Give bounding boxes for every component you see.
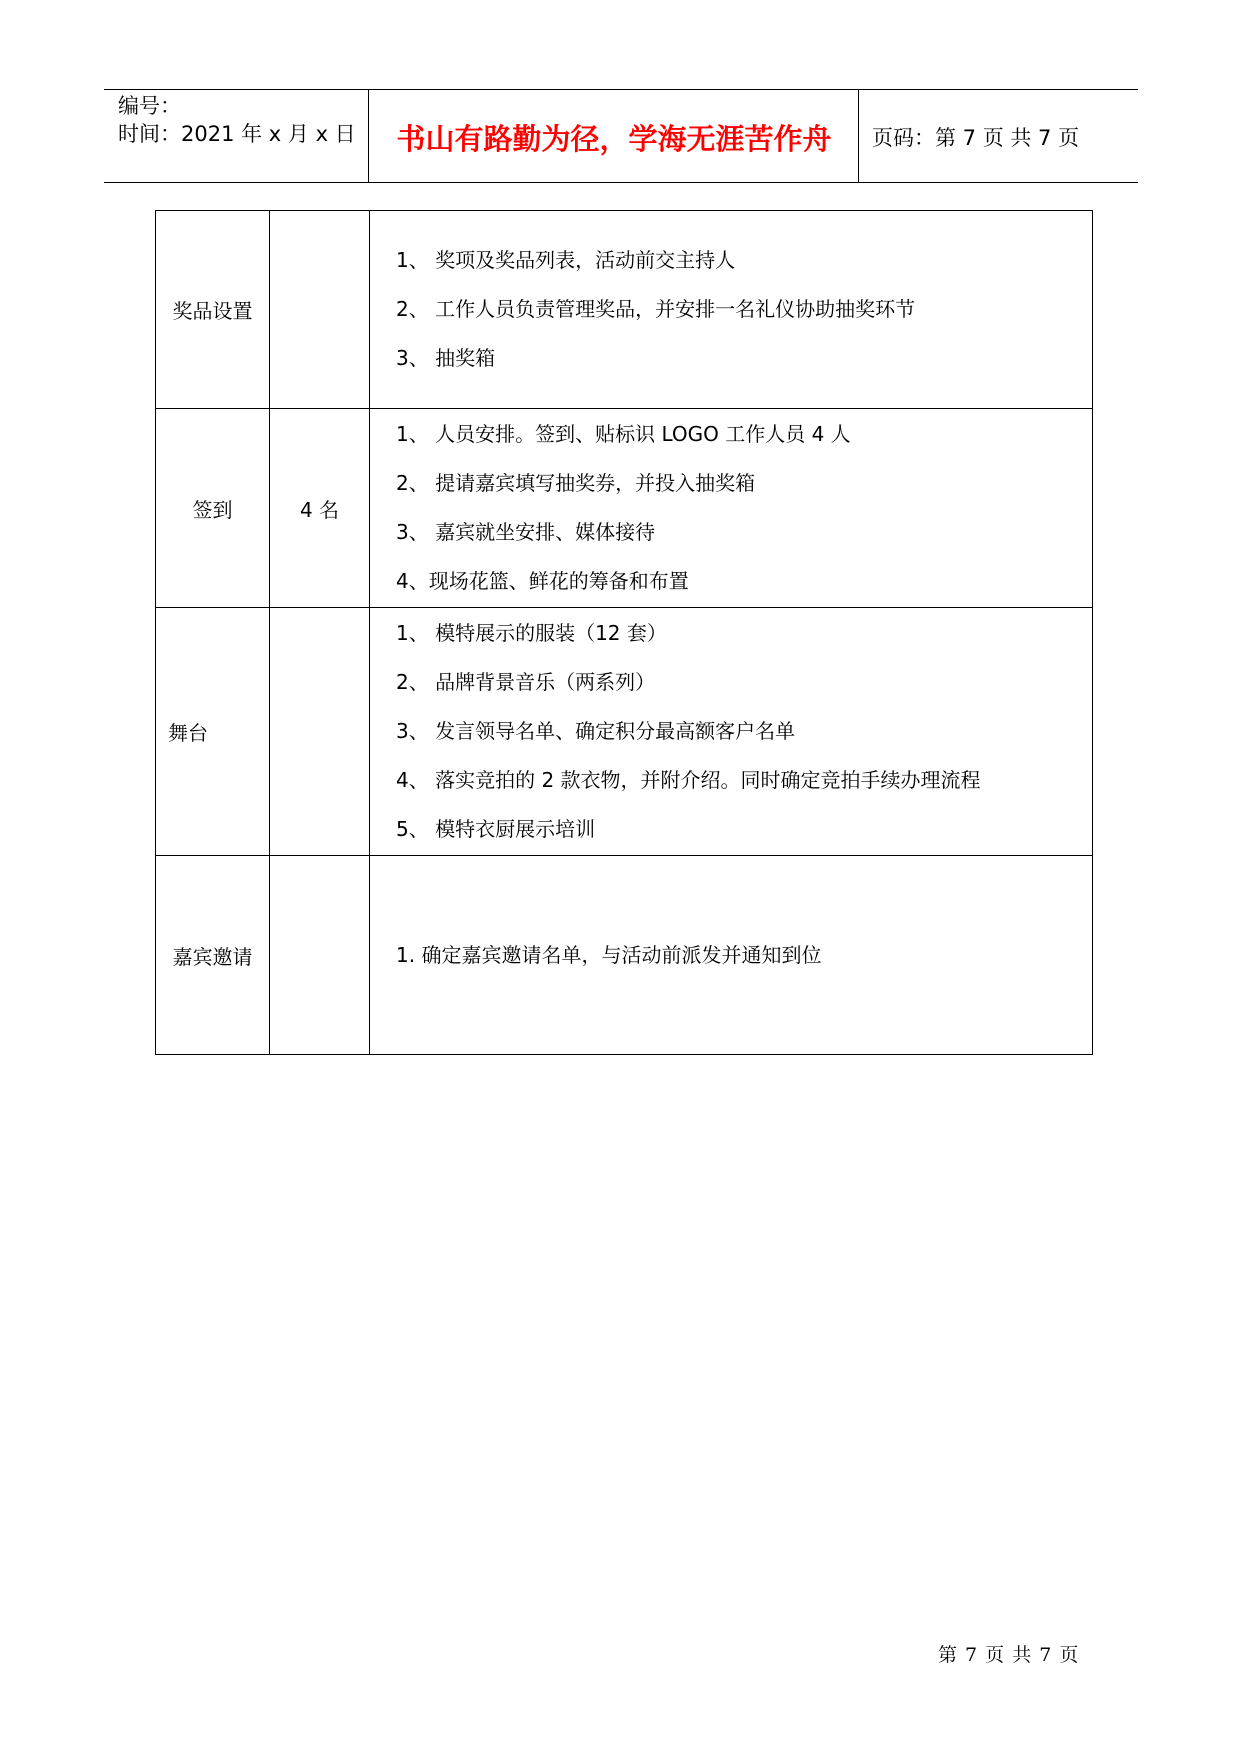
table-row <box>156 608 1093 856</box>
list-item: 2、 工作人员负责管理奖品，并安排一名礼仪协助抽奖环节 <box>396 297 916 321</box>
row-items <box>370 409 1093 608</box>
row-count <box>270 211 370 409</box>
list-item: 4、现场花篮、鲜花的筹备和布置 <box>396 569 689 593</box>
header-page-label: 页码：第 7 页 共 7 页 <box>872 126 1080 150</box>
header-number-label: 编号： <box>118 94 181 118</box>
table-row <box>156 856 1093 1055</box>
row-count: 4 名 <box>270 409 370 608</box>
row-category: 奖品设置 <box>156 211 270 409</box>
table-row <box>156 211 1093 409</box>
row-items <box>370 211 1093 409</box>
list-item: 1、 模特展示的服装（12 套） <box>396 621 667 645</box>
list-item: 3、 嘉宾就坐安排、媒体接待 <box>396 520 656 544</box>
row-items <box>370 608 1093 856</box>
list-item: 3、 抽奖箱 <box>396 346 496 370</box>
header-top-rule <box>104 89 1138 90</box>
list-item: 2、 提请嘉宾填写抽奖券，并投入抽奖箱 <box>396 471 756 495</box>
row-category: 舞台 <box>156 608 270 856</box>
table-row <box>156 409 1093 608</box>
row-items <box>370 856 1093 1055</box>
header-time-label: 时间：2021 年 x 月 x 日 <box>118 122 356 146</box>
header-divider-right <box>858 89 859 182</box>
list-item: 4、 落实竞拍的 2 款衣物，并附介绍。同时确定竞拍手续办理流程 <box>396 768 981 792</box>
list-item: 1、 奖项及奖品列表，活动前交主持人 <box>396 248 736 272</box>
header-bottom-rule <box>104 182 1138 183</box>
row-count <box>270 856 370 1055</box>
list-item: 2、 品牌背景音乐（两系列） <box>396 670 656 694</box>
row-category: 签到 <box>156 409 270 608</box>
header-slogan: 书山有路勤为径，学海无涯苦作舟 <box>396 122 832 156</box>
page-footer: 第 7 页 共 7 页 <box>938 1644 1080 1666</box>
plan-table <box>155 210 1093 1055</box>
header-divider-left <box>368 89 369 182</box>
list-item: 1. 确定嘉宾邀请名单，与活动前派发并通知到位 <box>396 942 822 967</box>
list-item: 5、 模特衣厨展示培训 <box>396 817 596 841</box>
header-left-block <box>118 92 356 148</box>
row-category: 嘉宾邀请 <box>156 856 270 1055</box>
row-count <box>270 608 370 856</box>
list-item: 3、 发言领导名单、确定积分最高额客户名单 <box>396 719 796 743</box>
list-item: 1、 人员安排。签到、贴标识 LOGO 工作人员 4 人 <box>396 422 851 446</box>
